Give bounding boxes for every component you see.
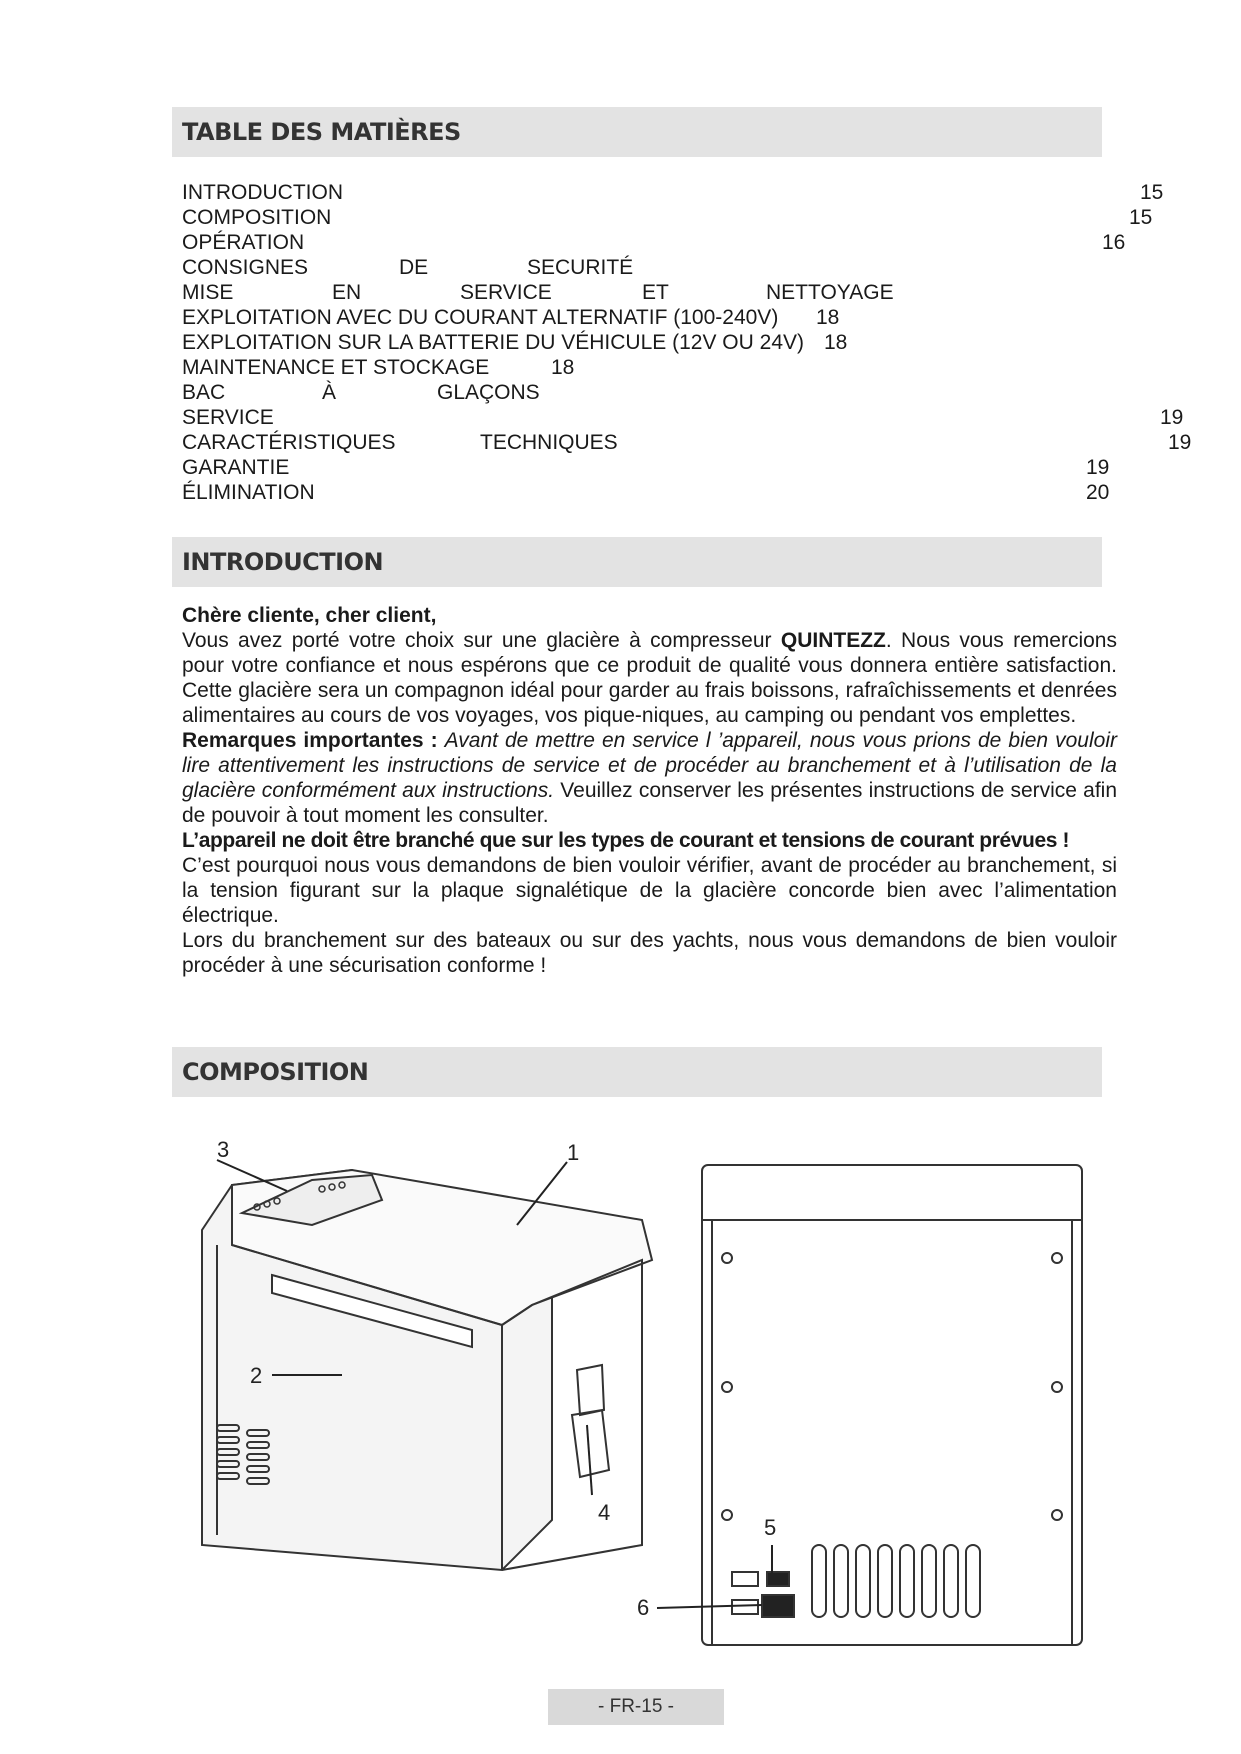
toc-entry: ÉLIMINATION [182, 481, 315, 504]
remarks-label: Remarques importantes : [182, 729, 445, 752]
toc-entry-word: CARACTÉRISTIQUES [182, 431, 396, 454]
toc-entry-word: MISE [182, 281, 234, 304]
toc-page: 19 [1160, 406, 1184, 429]
toc-entry-word: DE [399, 256, 429, 279]
callout-label-4: 4 [598, 1500, 611, 1525]
toc-row[interactable] [182, 455, 1182, 480]
toc-row[interactable] [182, 230, 1182, 255]
toc-page: 16 [1102, 231, 1126, 254]
toc-row[interactable] [182, 405, 1182, 430]
warning-text: L’appareil ne doit être branché que sur les types de courant et tensions de courant prévues ! [182, 829, 1070, 852]
toc-row[interactable] [182, 305, 1182, 330]
toc-heading: TABLE DES MATIÈRES [172, 107, 1102, 157]
toc-row[interactable] [182, 480, 1182, 505]
toc-entry-word: TECHNIQUES [480, 431, 618, 454]
toc-entry: INTRODUCTION [182, 181, 343, 204]
toc-entry-word: BAC [182, 381, 226, 404]
toc-page: 19 [1086, 456, 1110, 479]
greeting: Chère cliente, cher client, [182, 604, 437, 627]
remarks-paragraph [182, 728, 1117, 828]
remarks-text: Veuillez conserver les présentes instructions de service afin de pouvoir à tout moment les consulter. [182, 779, 1117, 827]
introduction-heading: INTRODUCTION [172, 537, 1102, 587]
toc-page: 20 [1086, 481, 1110, 504]
intro-paragraph [182, 628, 1117, 728]
toc-entry: SERVICE [182, 406, 274, 429]
toc-page: 15 [1129, 206, 1153, 229]
toc-row[interactable] [182, 355, 1182, 380]
toc-entry-word: SECURITÉ [527, 256, 634, 279]
composition-heading: COMPOSITION [172, 1047, 1102, 1097]
intro-text: Vous avez porté votre choix sur une glacière à compresseur [182, 629, 781, 652]
toc-row[interactable] [182, 255, 1182, 280]
composition-figure [172, 1125, 1102, 1665]
toc-page: 19 [1168, 431, 1192, 454]
boat-paragraph: Lors du branchement sur des bateaux ou sur des yachts, nous vous demandons de bien vouloir procéder à une sécurisation conforme ! [182, 929, 1117, 977]
brand-name: QUINTEZZ [780, 629, 886, 652]
toc-page: 18 [824, 331, 848, 354]
toc-entry-word: NETTOYAGE [766, 281, 894, 304]
toc-entry-word: SERVICE [460, 281, 552, 304]
introduction-body [182, 603, 1117, 978]
toc-row[interactable] [182, 380, 1182, 405]
callout-label-5: 5 [764, 1515, 777, 1540]
toc-row[interactable] [182, 330, 1182, 355]
toc-entry-word: ET [642, 281, 669, 304]
callout-label-1: 1 [567, 1140, 580, 1165]
toc-entry-word: GLAÇONS [437, 381, 540, 404]
page-number: - FR-15 - [548, 1689, 724, 1725]
toc-row[interactable] [182, 280, 1182, 305]
toc-row[interactable] [182, 205, 1182, 230]
toc-entry: OPÉRATION [182, 231, 305, 254]
toc-entry-word: À [322, 381, 337, 404]
toc-entry-word: EN [332, 281, 362, 304]
voltage-paragraph: C’est pourquoi nous vous demandons de bien vouloir vérifier, avant de procéder au branchement, si la tension figurant sur la plaque signalétique de la glacière concorde bien avec l’alimentation électrique. [182, 854, 1117, 927]
cooler-diagram [172, 1125, 1102, 1665]
toc-entry: EXPLOITATION SUR LA BATTERIE DU VÉHICULE (12V OU 24V) [182, 331, 804, 354]
toc-entry-word: CONSIGNES [182, 256, 309, 279]
callout-label-2: 2 [250, 1363, 263, 1388]
toc-row[interactable] [182, 180, 1182, 205]
toc-entry: COMPOSITION [182, 206, 332, 229]
callout-label-3: 3 [217, 1137, 230, 1162]
cooler-front-drawing [202, 1170, 652, 1570]
callout-label-6: 6 [637, 1595, 650, 1620]
toc-page: 18 [816, 306, 840, 329]
toc-page: 18 [551, 356, 575, 379]
remarks-italic: Avant de mettre en service l ’appareil, nous vous prions de bien vouloir lire attentivement les instructions de service et de procéder au branchement et à l’utilisation de la glacière conformément aux instructions. [182, 729, 1117, 802]
toc-page: 15 [1140, 181, 1164, 204]
toc-row[interactable] [182, 430, 1192, 455]
toc-entry: GARANTIE [182, 456, 290, 479]
toc-entry: MAINTENANCE ET STOCKAGE [182, 356, 490, 379]
intro-text: . Nous vous remercions pour votre confiance et nous espérons que ce produit de qualité vous donnera entière satisfaction. Cette glacière sera un compagnon idéal pour garder au frais boissons, rafraîchissements et denrées alimentaires au cours de vos voyages, vos pique-niques, au camping ou pendant vos emplettes. [182, 629, 1117, 727]
toc-entry: EXPLOITATION AVEC DU COURANT ALTERNATIF (100-240V) [182, 306, 779, 329]
